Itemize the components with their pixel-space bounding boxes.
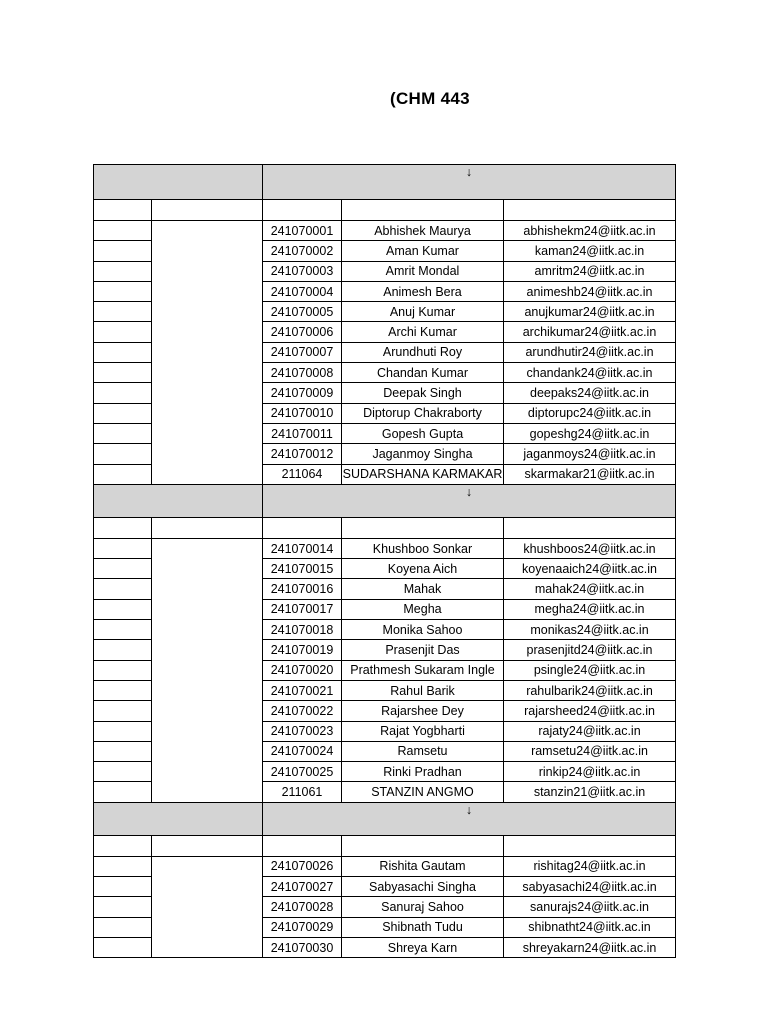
- student-name-cell: Archi Kumar: [342, 322, 504, 342]
- empty-cell: [94, 444, 152, 464]
- empty-cell: [94, 403, 152, 423]
- empty-cell: [94, 762, 152, 782]
- email-cell: amritm24@iitk.ac.in: [504, 261, 676, 281]
- email-cell: sabyasachi24@iitk.ac.in: [504, 877, 676, 897]
- student-name-cell: Deepak Singh: [342, 383, 504, 403]
- student-name-cell: Diptorup Chakraborty: [342, 403, 504, 423]
- merged-empty-cell: [152, 856, 263, 957]
- student-name-cell: STANZIN ANGMO: [342, 782, 504, 802]
- roll-number-cell: 241070024: [263, 741, 342, 761]
- empty-cell: [94, 782, 152, 802]
- empty-cell: [94, 701, 152, 721]
- email-cell: rajarsheed24@iitk.ac.in: [504, 701, 676, 721]
- student-name-cell: SUDARSHANA KARMAKAR: [342, 464, 504, 484]
- blank-cell: [504, 200, 676, 221]
- email-cell: skarmakar21@iitk.ac.in: [504, 464, 676, 484]
- group-header-row: [94, 165, 676, 200]
- student-name-cell: Rahul Barik: [342, 680, 504, 700]
- roll-number-cell: 211064: [263, 464, 342, 484]
- email-cell: rinkip24@iitk.ac.in: [504, 762, 676, 782]
- blank-cell: [152, 517, 263, 538]
- blank-row: [94, 200, 676, 221]
- student-name-cell: Sanuraj Sahoo: [342, 897, 504, 917]
- empty-cell: [94, 877, 152, 897]
- blank-cell: [152, 835, 263, 856]
- empty-cell: [94, 640, 152, 660]
- group-header-left-cell: [94, 165, 263, 200]
- empty-cell: [94, 221, 152, 241]
- roll-number-cell: 241070021: [263, 680, 342, 700]
- student-name-cell: Rajat Yogbharti: [342, 721, 504, 741]
- blank-row: [94, 835, 676, 856]
- email-cell: psingle24@iitk.ac.in: [504, 660, 676, 680]
- roll-number-cell: 241070028: [263, 897, 342, 917]
- empty-cell: [94, 281, 152, 301]
- empty-cell: [94, 721, 152, 741]
- down-arrow-icon: ↓: [263, 165, 676, 200]
- blank-cell: [263, 200, 342, 221]
- student-roster-table: [93, 164, 676, 958]
- roll-number-cell: 241070030: [263, 937, 342, 957]
- roster-body: [94, 165, 676, 958]
- student-name-cell: Sabyasachi Singha: [342, 877, 504, 897]
- student-name-cell: Prathmesh Sukaram Ingle: [342, 660, 504, 680]
- roll-number-cell: 241070023: [263, 721, 342, 741]
- email-cell: diptorupc24@iitk.ac.in: [504, 403, 676, 423]
- email-cell: animeshb24@iitk.ac.in: [504, 281, 676, 301]
- roll-number-cell: 241070002: [263, 241, 342, 261]
- email-cell: mahak24@iitk.ac.in: [504, 579, 676, 599]
- student-name-cell: Anuj Kumar: [342, 302, 504, 322]
- roll-number-cell: 241070005: [263, 302, 342, 322]
- roll-number-cell: 241070020: [263, 660, 342, 680]
- blank-cell: [263, 835, 342, 856]
- student-name-cell: Rajarshee Dey: [342, 701, 504, 721]
- email-cell: deepaks24@iitk.ac.in: [504, 383, 676, 403]
- page-title: (CHM 443: [390, 89, 470, 108]
- table-row: [94, 856, 676, 876]
- blank-cell: [94, 200, 152, 221]
- roll-number-cell: 241070019: [263, 640, 342, 660]
- blank-row: [94, 517, 676, 538]
- student-name-cell: Prasenjit Das: [342, 640, 504, 660]
- email-cell: kaman24@iitk.ac.in: [504, 241, 676, 261]
- blank-cell: [504, 835, 676, 856]
- student-name-cell: Koyena Aich: [342, 559, 504, 579]
- student-name-cell: Arundhuti Roy: [342, 342, 504, 362]
- email-cell: arundhutir24@iitk.ac.in: [504, 342, 676, 362]
- email-cell: abhishekm24@iitk.ac.in: [504, 221, 676, 241]
- table-row: [94, 221, 676, 241]
- empty-cell: [94, 937, 152, 957]
- student-name-cell: Shreya Karn: [342, 937, 504, 957]
- empty-cell: [94, 660, 152, 680]
- student-name-cell: Chandan Kumar: [342, 363, 504, 383]
- merged-empty-cell: [152, 538, 263, 802]
- merged-empty-cell: [152, 221, 263, 485]
- empty-cell: [94, 559, 152, 579]
- blank-cell: [342, 835, 504, 856]
- roll-number-cell: 241070011: [263, 423, 342, 443]
- email-cell: rajaty24@iitk.ac.in: [504, 721, 676, 741]
- roll-number-cell: 241070006: [263, 322, 342, 342]
- email-cell: prasenjitd24@iitk.ac.in: [504, 640, 676, 660]
- roll-number-cell: 241070025: [263, 762, 342, 782]
- blank-cell: [94, 517, 152, 538]
- student-name-cell: Monika Sahoo: [342, 620, 504, 640]
- roll-number-cell: 241070026: [263, 856, 342, 876]
- blank-cell: [152, 200, 263, 221]
- group-header-row: [94, 802, 676, 835]
- student-name-cell: Khushboo Sonkar: [342, 538, 504, 558]
- roll-number-cell: 241070027: [263, 877, 342, 897]
- email-cell: koyenaaich24@iitk.ac.in: [504, 559, 676, 579]
- empty-cell: [94, 599, 152, 619]
- empty-cell: [94, 464, 152, 484]
- group-header-row: [94, 484, 676, 517]
- student-name-cell: Abhishek Maurya: [342, 221, 504, 241]
- roll-number-cell: 241070010: [263, 403, 342, 423]
- email-cell: chandank24@iitk.ac.in: [504, 363, 676, 383]
- empty-cell: [94, 579, 152, 599]
- student-name-cell: Animesh Bera: [342, 281, 504, 301]
- roll-number-cell: 241070008: [263, 363, 342, 383]
- email-cell: stanzin21@iitk.ac.in: [504, 782, 676, 802]
- roll-number-cell: 241070029: [263, 917, 342, 937]
- email-cell: shibnatht24@iitk.ac.in: [504, 917, 676, 937]
- roll-number-cell: 241070003: [263, 261, 342, 281]
- empty-cell: [94, 856, 152, 876]
- empty-cell: [94, 261, 152, 281]
- email-cell: sanurajs24@iitk.ac.in: [504, 897, 676, 917]
- email-cell: shreyakarn24@iitk.ac.in: [504, 937, 676, 957]
- roll-number-cell: 241070004: [263, 281, 342, 301]
- roll-number-cell: 211061: [263, 782, 342, 802]
- student-name-cell: Gopesh Gupta: [342, 423, 504, 443]
- empty-cell: [94, 423, 152, 443]
- roll-number-cell: 241070014: [263, 538, 342, 558]
- blank-cell: [342, 517, 504, 538]
- email-cell: khushboos24@iitk.ac.in: [504, 538, 676, 558]
- student-name-cell: Ramsetu: [342, 741, 504, 761]
- email-cell: gopeshg24@iitk.ac.in: [504, 423, 676, 443]
- blank-cell: [504, 517, 676, 538]
- roll-number-cell: 241070007: [263, 342, 342, 362]
- email-cell: rahulbarik24@iitk.ac.in: [504, 680, 676, 700]
- blank-cell: [263, 517, 342, 538]
- roll-number-cell: 241070022: [263, 701, 342, 721]
- roll-number-cell: 241070015: [263, 559, 342, 579]
- empty-cell: [94, 302, 152, 322]
- student-name-cell: Shibnath Tudu: [342, 917, 504, 937]
- empty-cell: [94, 383, 152, 403]
- email-cell: monikas24@iitk.ac.in: [504, 620, 676, 640]
- email-cell: anujkumar24@iitk.ac.in: [504, 302, 676, 322]
- roll-number-cell: 241070016: [263, 579, 342, 599]
- down-arrow-icon: ↓: [263, 802, 676, 835]
- roll-number-cell: 241070001: [263, 221, 342, 241]
- empty-cell: [94, 342, 152, 362]
- email-cell: jaganmoys24@iitk.ac.in: [504, 444, 676, 464]
- student-name-cell: Amrit Mondal: [342, 261, 504, 281]
- student-name-cell: Rishita Gautam: [342, 856, 504, 876]
- student-name-cell: Rinki Pradhan: [342, 762, 504, 782]
- empty-cell: [94, 538, 152, 558]
- group-header-left-cell: [94, 802, 263, 835]
- email-cell: ramsetu24@iitk.ac.in: [504, 741, 676, 761]
- empty-cell: [94, 917, 152, 937]
- empty-cell: [94, 322, 152, 342]
- student-name-cell: Mahak: [342, 579, 504, 599]
- email-cell: megha24@iitk.ac.in: [504, 599, 676, 619]
- down-arrow-icon: ↓: [263, 484, 676, 517]
- blank-cell: [94, 835, 152, 856]
- empty-cell: [94, 680, 152, 700]
- roll-number-cell: 241070017: [263, 599, 342, 619]
- group-header-left-cell: [94, 484, 263, 517]
- roll-number-cell: 241070018: [263, 620, 342, 640]
- roll-number-cell: 241070009: [263, 383, 342, 403]
- empty-cell: [94, 620, 152, 640]
- table-row: [94, 538, 676, 558]
- empty-cell: [94, 741, 152, 761]
- email-cell: archikumar24@iitk.ac.in: [504, 322, 676, 342]
- empty-cell: [94, 363, 152, 383]
- roll-number-cell: 241070012: [263, 444, 342, 464]
- empty-cell: [94, 897, 152, 917]
- email-cell: rishitag24@iitk.ac.in: [504, 856, 676, 876]
- student-name-cell: Megha: [342, 599, 504, 619]
- student-name-cell: Aman Kumar: [342, 241, 504, 261]
- blank-cell: [342, 200, 504, 221]
- empty-cell: [94, 241, 152, 261]
- student-name-cell: Jaganmoy Singha: [342, 444, 504, 464]
